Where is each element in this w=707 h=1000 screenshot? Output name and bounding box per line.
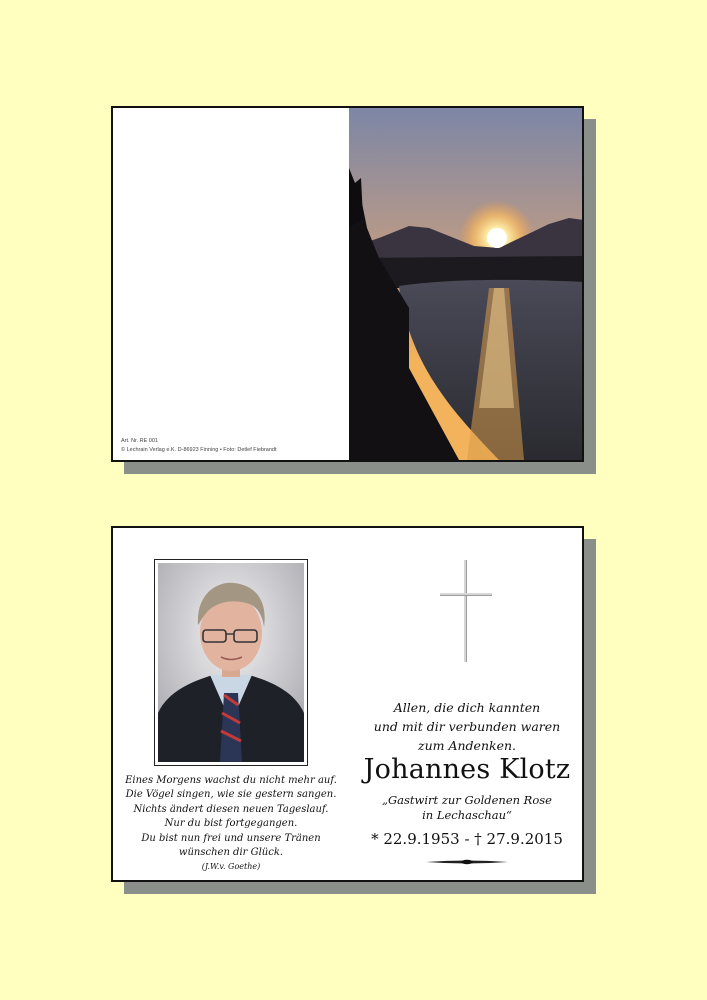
card-outer <box>111 106 584 462</box>
poem-line: Nichts ändert diesen neuen Tageslauf. <box>133 803 329 815</box>
poem-line: Die Vögel singen, wie sie gestern sangen. <box>125 789 337 801</box>
occupation-line: „Gastwirt zur Goldenen Rose <box>382 793 552 807</box>
card-back-panel <box>113 108 349 460</box>
card-inside <box>111 526 597 894</box>
cross-icon <box>440 560 492 662</box>
sunset-river-photo <box>349 108 584 460</box>
card-outer <box>111 526 584 882</box>
occupation <box>351 793 583 823</box>
article-number: Art. Nr. RE 001 <box>121 438 158 444</box>
poem <box>113 774 349 875</box>
portrait-photo <box>158 563 304 762</box>
credits <box>121 437 276 455</box>
publisher-credit: © Lechrain Verlag e.K. D-86923 Finning • Foto: Detlef Fiebrandt <box>121 447 277 453</box>
card-front-back <box>111 106 597 474</box>
portrait-frame <box>154 559 308 766</box>
poem-line: Nur du bist fortgegangen. <box>164 818 298 830</box>
ornament-divider-icon <box>426 858 508 866</box>
poem-line: wünschen dir Glück. <box>178 847 284 859</box>
dedication-line: zum Andenken. <box>418 738 516 753</box>
poem-line: Du bist nun frei und unsere Tränen <box>141 832 321 844</box>
poem-source: (J.W.v. Goethe) <box>201 862 261 872</box>
deceased-name: Johannes Klotz <box>363 754 571 785</box>
dedication <box>351 698 583 755</box>
poem-line: Eines Morgens wachst du nicht mehr auf. <box>125 775 337 786</box>
life-dates: * 22.9.1953 - † 27.9.2015 <box>371 830 563 848</box>
dedication-line: Allen, die dich kannten <box>393 700 541 715</box>
occupation-line: in Lechaschau“ <box>422 808 512 822</box>
dedication-line: und mit dir verbunden waren <box>373 719 561 734</box>
